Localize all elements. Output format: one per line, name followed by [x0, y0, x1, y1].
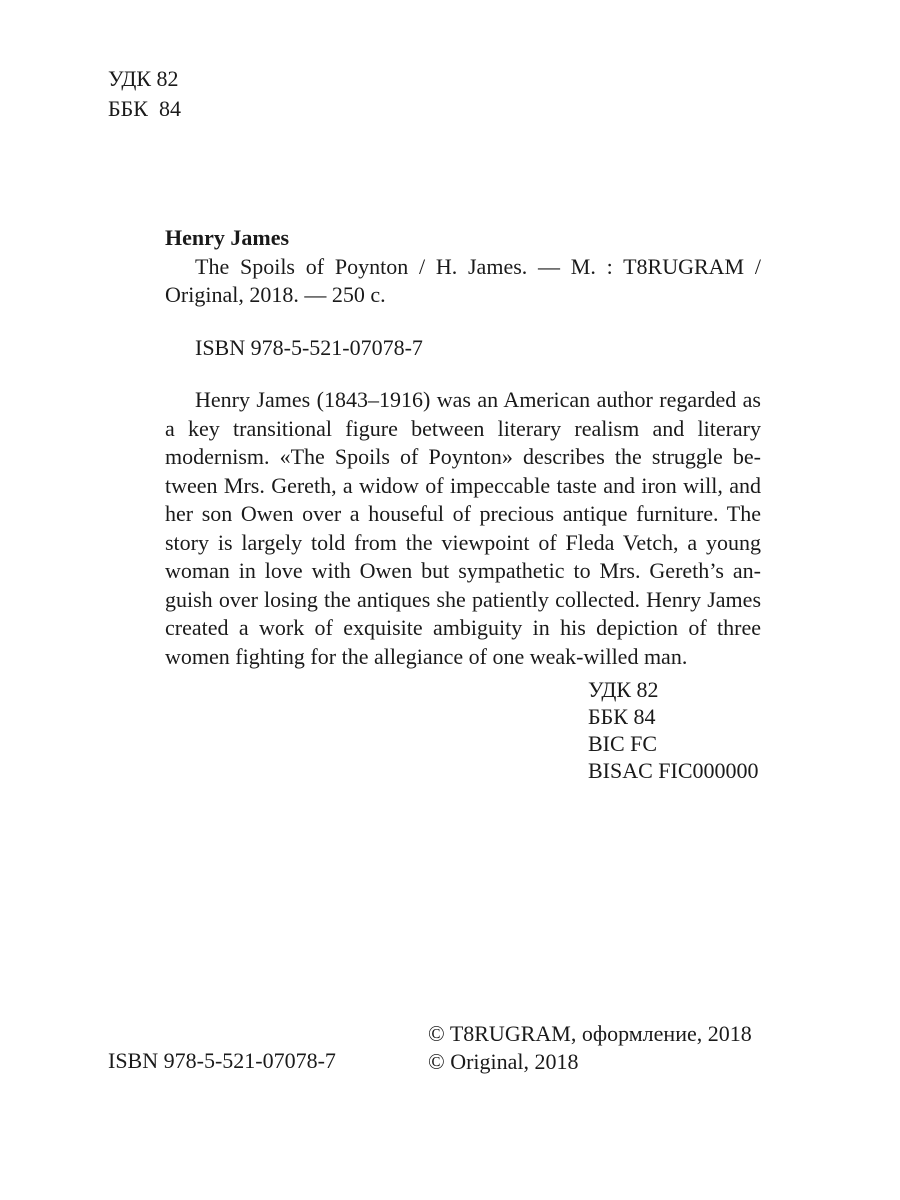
bic-code: BIC FC — [588, 731, 658, 756]
header-udk-code: УДК 82 — [108, 66, 179, 91]
bibliographic-record — [165, 224, 761, 671]
udk-code: УДК 82 — [588, 677, 659, 702]
classification-codes — [588, 676, 759, 784]
annotation-text: Henry James (1843–1916) was an American author regarded as a key transitional figure between literary realism and literary modernism. «The Spoils of Poynton» describes the struggle between Mrs. Gereth, a widow of impeccable taste and iron will, and her son Owen over a houseful of precious antique furniture. The story is largely told from the viewpoint of Fleda Vetch, a young woman in love with Owen but sympathetic to Mrs. Gereth’s anguish over losing the antiques she patiently collected. Henry James created a work of exquisite ambiguity in his depiction of three women fighting for the allegiance of one weak-willed man. — [165, 387, 761, 669]
copyright-design: © T8RUGRAM, оформление, 2018 — [428, 1021, 752, 1046]
copyright-original: © Original, 2018 — [428, 1049, 579, 1074]
header-classification-codes — [108, 64, 181, 124]
bisac-code: BISAC FIC000000 — [588, 758, 759, 783]
author-name: Henry James — [165, 225, 290, 250]
footer-isbn: ISBN 978-5-521-07078-7 — [108, 1048, 336, 1073]
record-isbn: ISBN 978-5-521-07078-7 — [195, 334, 423, 360]
bbk-code: ББК 84 — [588, 704, 656, 729]
bibliographic-description: The Spoils of Poynton / H. James. — M. : T8RUGRAM / Original, 2018. — 250 c. — [165, 253, 761, 307]
copyright-block — [428, 1020, 752, 1076]
header-bbk-code: ББК 84 — [108, 96, 181, 121]
